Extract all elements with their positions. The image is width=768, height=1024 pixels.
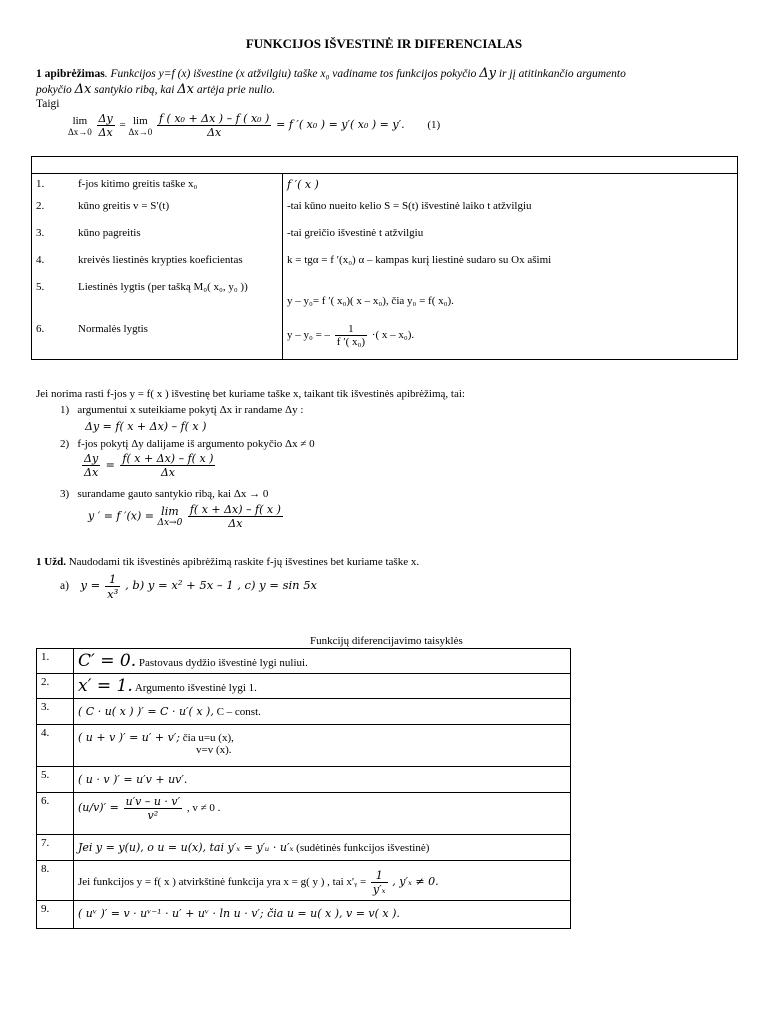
table-row: 8. Jei funkcijos y = f( x ) atvirkštinė funkcija yra x = g( y ) , tai x′ᵧ = $\frac{1}{\text{y′ₓ}}$ , y′ₓ ≠ 0.	[37, 861, 571, 901]
normal-lhs: y – y₀ = –	[287, 329, 331, 342]
row-num: 3.	[36, 227, 45, 239]
step-3-formula: y ′ = f ′(x) = lim Δx→0 $\frac{f( x + \Delta x) - f( x )}{\Delta x}$	[88, 503, 281, 530]
table-row: 2. x′ = 1. Argumento išvestinė lygi 1.	[37, 674, 571, 699]
row-left: Normalės lygtis	[78, 323, 148, 335]
row-num: 2.	[36, 200, 45, 212]
lim-1-sub: Δx→0	[68, 126, 92, 137]
frac-dx: Δx	[98, 126, 113, 139]
normal-tail: ·( x – x₀).	[371, 329, 415, 342]
steps-intro: Jei norima rasti f-jos y = f( x ) išvestinę bet kuriame taške x, taikant tik išvestinės apibrėžimą, tai:	[36, 388, 465, 400]
table-header-row	[32, 157, 738, 174]
row-right: -tai greičio išvestinė t atžvilgiu	[287, 227, 424, 239]
row-right: y – y₀= f ′( x₀)( x – x₀), čia y₀ = f( x₀).	[287, 295, 454, 307]
rules-title: Funkcijų diferencijavimo taisyklės	[310, 635, 463, 647]
definition-text-5: artėja prie nulio.	[196, 84, 276, 96]
frac-dy: Δy	[98, 112, 113, 125]
lim-1: lim	[72, 114, 88, 127]
table-row: 6. (u/v)′ = $\frac{u'v - u \cdot v'}{\text{v²}}$ , v ≠ 0 .	[37, 793, 571, 835]
step-1-formula: Δy = f( x + Δx) – f( x )	[85, 420, 207, 433]
eq-number: (1)	[427, 119, 441, 132]
row-num: 5.	[36, 281, 45, 293]
table-row: 5. ( u · v )′ = u′v + uv′.	[37, 767, 571, 793]
row-right: k = tgα = f ′(x₀) α – kampas kurį liestinė sudaro su Ox ašimi	[287, 254, 552, 266]
table-row: 7. Jei y = y(u), o u = u(x), tai y′ₓ = y′ᵤ · u′ₓ (sudėtinės funkcijos išvestinė)	[37, 835, 571, 861]
row-left: kūno pagreitis	[78, 227, 141, 239]
step-2: 2) f-jos pokytį Δy dalijame iš argumento pokyčio Δx ≠ 0	[60, 438, 315, 450]
lim-2: lim	[133, 114, 148, 127]
step-3: 3) surandame gauto santykio ribą, kai Δx → 0	[60, 488, 269, 500]
table-row: 9. ( uᵛ )′ = v · uᵛ⁻¹ · u′ + uᵛ · ln u · v′; čia u = u( x ), v = v( x ).	[37, 901, 571, 929]
definition-text-3: pokyčio	[36, 84, 72, 96]
page-title: FUNKCIJOS IŠVESTINĖ IR DIFERENCIALAS	[245, 36, 523, 51]
definition-formula: lim Δx→0 $\frac{\Delta y}{\Delta x}$ = lim Δx→0 $\frac{\text{f ( x₀ + Δx ) – f ( x₀ )}}{\Delta x}$ = f ′( x₀ ) = y′( x₀ ) = y′. (1)	[68, 112, 441, 139]
normal-den: f ′( x₀)	[336, 336, 366, 348]
step-2-formula: $\frac{\Delta y}{\Delta x}$ = $\frac{f( x + \Delta x) - f( x )}{\Delta x}$	[84, 452, 214, 479]
row-num: 4.	[36, 254, 45, 266]
row-left: kreivės liestinės krypties koeficientas	[78, 254, 243, 266]
rules-table	[36, 648, 571, 929]
task-formulas: a) y = $\frac{1}{\text{x³}}$ , b) y = x² + 5x – 1 , c) y = sin 5x	[60, 572, 318, 601]
table-row	[32, 174, 738, 360]
taigi: Taigi	[36, 98, 60, 110]
meaning-table	[31, 156, 738, 360]
frac-den: Δx	[207, 126, 222, 139]
delta-y: Δy	[479, 66, 496, 81]
definition-text-1: . Funkcijos y=f (x) išvestine (x atžvilgiu) taške x₀ vadiname tos funkcijos pokyčio	[104, 68, 477, 80]
definition-line-2	[36, 82, 275, 97]
row-right: -tai kūno nueito kelio S = S(t) išvestinė laiko t atžvilgiu	[287, 200, 532, 212]
table-row: 3. ( C · u( x ) )′ = C · u′( x ), C – const.	[37, 699, 571, 725]
lim-2-sub: Δx→0	[128, 126, 153, 137]
row-right-normal	[287, 323, 733, 355]
delta-x: Δx	[74, 82, 92, 97]
row-left: kūno greitis v = S′(t)	[78, 200, 170, 212]
delta-x-2: Δx	[177, 82, 195, 97]
row-num: 6.	[36, 323, 45, 335]
normal-num: 1	[335, 323, 367, 336]
table-row: 4. ( u + v )′ = u′ + v′; čia u=u (x), v=v (x).	[37, 725, 571, 767]
step-1: 1) argumentui x suteikiame pokytį Δx ir randame Δy :	[60, 404, 304, 416]
task-line: 1 Užd. Naudodami tik išvestinės apibrėžimą raskite f-jų išvestines bet kuriame taške x.	[36, 556, 420, 568]
definition-text-2: ir jį atitinkančio argumento	[498, 68, 626, 80]
row-num: 1.	[36, 178, 45, 190]
formula-end: = f ′( x₀ ) = y′( x₀ ) = y′.	[276, 118, 405, 132]
table-row: 1. C′ = 0. Pastovaus dydžio išvestinė lygi nuliui.	[37, 649, 571, 674]
row-left: f-jos kitimo greitis taške x₀	[78, 178, 198, 190]
row-left: Liestinės lygtis (per tašką M₀( x₀, y₀ ))	[78, 281, 248, 293]
row-right: f ′( x )	[287, 178, 319, 191]
definition-text-4: santykio ribą, kai	[94, 84, 175, 96]
definition-label: 1 apibrėžimas	[36, 68, 105, 80]
definition-line-1	[36, 66, 626, 81]
frac-num: f ( x₀ + Δx ) – f ( x₀ )	[158, 112, 270, 125]
